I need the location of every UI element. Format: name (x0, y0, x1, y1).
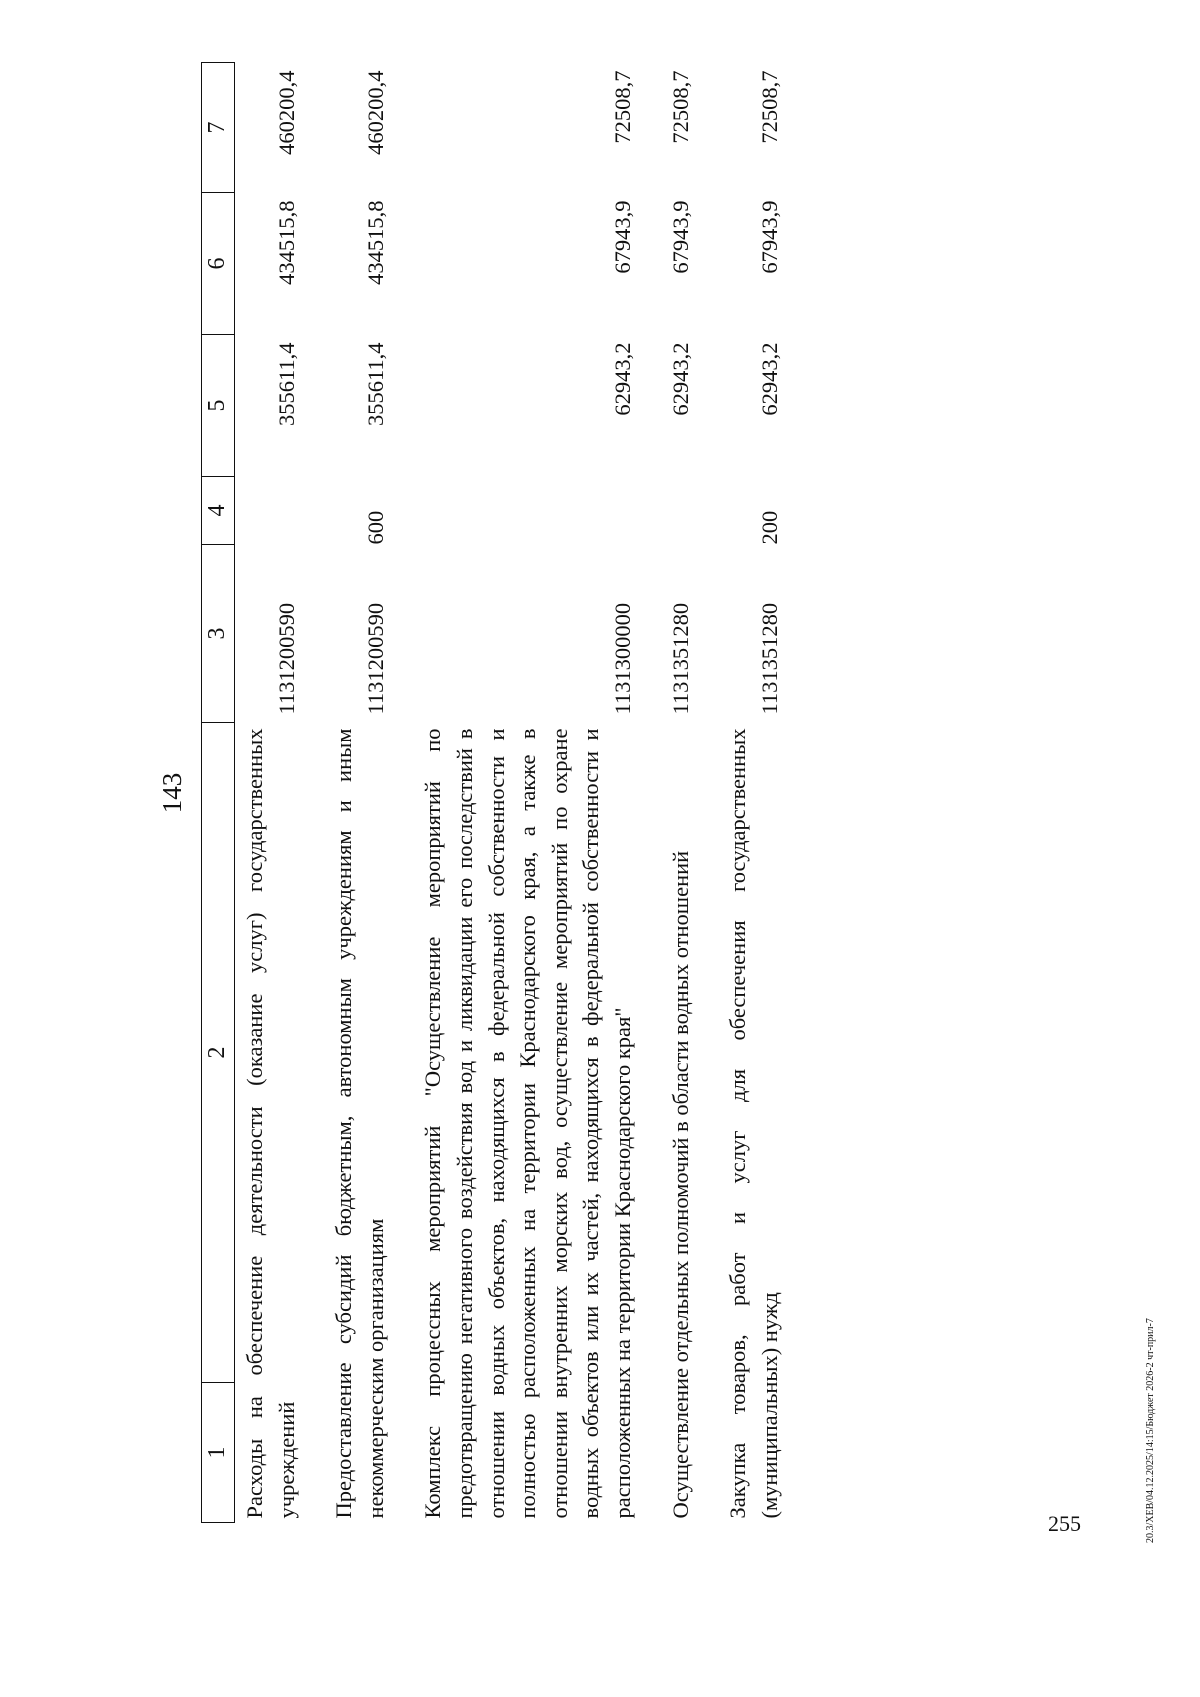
header-col-5: 5 (202, 335, 235, 477)
row-code: 1131351280 (756, 602, 782, 715)
header-col-7: 7 (202, 63, 235, 193)
document-meta: 20.3/XEB/04.12.2025/14:15/Бюджет 2026-2 чт-прил-7 (1145, 1318, 1156, 1543)
header-col-6: 6 (202, 193, 235, 335)
header-row (202, 63, 235, 1523)
header-col-1: 1 (202, 1383, 235, 1523)
table-row (391, 63, 638, 1523)
row-code: 1131200590 (273, 602, 299, 715)
row-value-5: 355611,4 (362, 342, 388, 427)
row-expense-type (639, 477, 697, 545)
row-description: Предоставление субсидий бюджетным, автономным учреждениям и иным некоммерческим организациям (331, 728, 388, 1519)
row-value-6: 67943,9 (609, 200, 635, 274)
row-description: Закупка товаров, работ и услуг для обеспечения государственных (муниципальных) нужд (725, 728, 782, 1519)
header-col-2: 2 (202, 723, 235, 1383)
row-value-5: 355611,4 (273, 342, 299, 427)
row-code: 1131200590 (362, 602, 388, 715)
row-expense-type (391, 477, 638, 545)
rotated-page (153, 43, 1163, 1543)
row-value-6: 67943,9 (667, 200, 693, 274)
row-expense-type: 200 (756, 510, 782, 545)
budget-table (201, 62, 785, 1523)
page-number: 143 (157, 772, 187, 814)
row-value-6: 67943,9 (756, 200, 782, 274)
row-value-7: 460200,4 (273, 70, 299, 155)
row-code: 1131351280 (667, 602, 693, 715)
table-header (202, 63, 235, 1523)
table-body (235, 63, 786, 1523)
row-value-5: 62943,2 (756, 342, 782, 416)
row-description: Комплекс процессных мероприятий "Осуществление мероприятий по предотвращению негативного воздействия вод и ликвидации его последствий в отношении водных объектов, находящихся в федеральной собственности и полностью расположенных на территории Краснодарского края, а также в отношении внутренних морских вод, осуществление мероприятий по охране водных объектов или их частей, находящихся в федеральной собственности и расположенных на территории Краснодарского края" (420, 728, 635, 1519)
row-code: 1131300000 (609, 602, 635, 715)
row-value-6: 434515,8 (273, 200, 299, 285)
table-row (235, 63, 303, 1523)
row-value-7: 72508,7 (609, 70, 635, 144)
row-value-7: 72508,7 (756, 70, 782, 144)
row-value-6: 434515,8 (362, 200, 388, 285)
row-expense-type: 600 (362, 510, 388, 545)
header-col-4: 4 (202, 477, 235, 545)
sheet-number: 255 (1048, 1511, 1081, 1536)
table-row (639, 63, 697, 1523)
row-expense-type (235, 477, 303, 545)
table-row (302, 63, 391, 1523)
row-value-5: 62943,2 (609, 342, 635, 416)
row-description: Осуществление отдельных полномочий в области водных отношений (667, 850, 693, 1519)
row-value-7: 72508,7 (667, 70, 693, 144)
table-row (696, 63, 785, 1523)
header-col-3: 3 (202, 545, 235, 723)
row-description: Расходы на обеспечение деятельности (оказание услуг) государственных учреждений (242, 728, 299, 1519)
row-value-5: 62943,2 (667, 342, 693, 416)
row-value-7: 460200,4 (362, 70, 388, 155)
